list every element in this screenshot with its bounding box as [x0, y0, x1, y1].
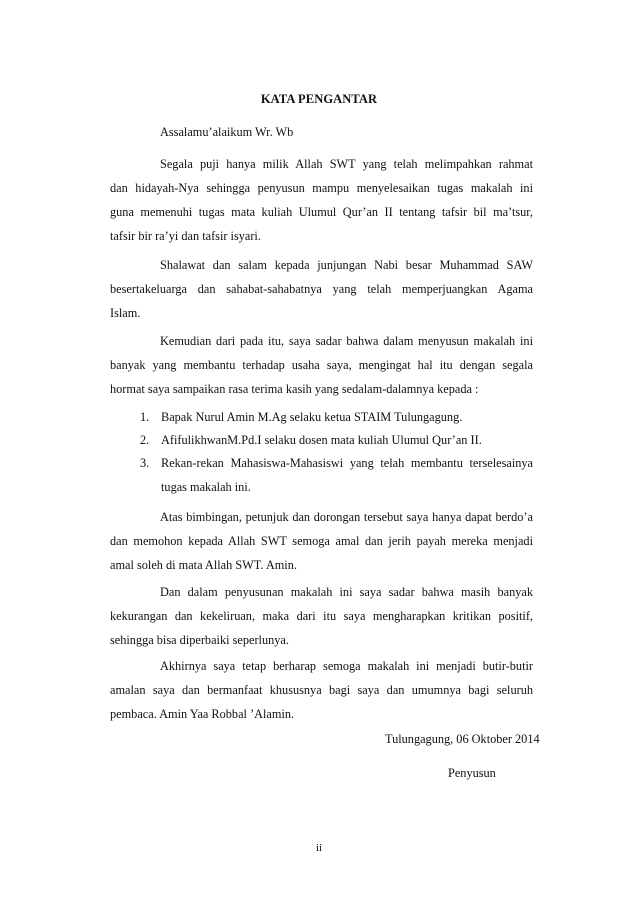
text-line: amalan saya dan bermanfaat khususnya bagi saya dan umumnya bagi seluruh — [110, 683, 533, 697]
greeting — [110, 120, 533, 144]
paragraph-3 — [110, 329, 533, 401]
text-line: hormat saya sampaikan rasa terima kasih yang sedalam-dalamnya kepada : — [110, 382, 479, 396]
page-number: ii — [315, 842, 323, 854]
list-text: Rekan-rekan Mahasiswa-Mahasiswi yang telah membantu terselesainya — [161, 456, 533, 470]
paragraph-5 — [110, 580, 533, 652]
text-line: sehingga bisa diperbaiki seperlunya. — [110, 633, 289, 647]
text-line: kekurangan dan kekeliruan, maka dari itu saya mengharapkan kritikan positif, — [110, 609, 533, 623]
list-item — [140, 453, 533, 498]
list-item — [140, 430, 533, 451]
text-line: Shalawat dan salam kepada junjungan Nabi besar Muhammad SAW — [160, 258, 533, 272]
text-line: tafsir bir ra’yi dan tafsir isyari. — [110, 229, 261, 243]
text-line: amal soleh di mata Allah SWT. Amin. — [110, 558, 297, 572]
paragraph-1 — [110, 152, 533, 248]
list-number: 1. — [140, 410, 150, 424]
page-title: KATA PENGANTAR — [260, 92, 378, 106]
text-line: Dan dalam penyusunan makalah ini saya sadar bahwa masih banyak — [160, 585, 533, 599]
signature-label: Penyusun — [448, 766, 496, 780]
paragraph-6 — [110, 654, 533, 726]
text-line: guna memenuhi tugas mata kuliah Ulumul Qur’an II tentang tafsir bil ma’tsur, — [110, 205, 533, 219]
text-line: banyak yang membantu terhadap usaha saya, mengingat hal itu dengan segala — [110, 358, 533, 372]
paragraph-2 — [110, 253, 533, 325]
list-item — [140, 407, 533, 428]
list-number: 3. — [140, 456, 150, 470]
text-line: Islam. — [110, 306, 141, 320]
text-line: dan hidayah-Nya sehingga penyusun mampu menyelesaikan tugas makalah ini — [110, 181, 533, 195]
paragraph-4 — [110, 505, 533, 577]
text-line: Segala puji hanya milik Allah SWT yang telah melimpahkan rahmat — [160, 157, 533, 171]
text-line: besertakeluarga dan sahabat-sahabatnya yang telah memperjuangkan Agama — [110, 282, 533, 296]
list-text: Bapak Nurul Amin M.Ag selaku ketua STAIM Tulungagung. — [161, 410, 463, 424]
text-line: Akhirnya saya tetap berharap semoga makalah ini menjadi butir-butir — [160, 659, 533, 673]
greeting-line: Assalamu’alaikum Wr. Wb — [160, 125, 294, 139]
list-text: AfifulikhwanM.Pd.I selaku dosen mata kuliah Ulumul Qur’an II. — [161, 433, 482, 447]
text-line: dan memohon kepada Allah SWT semoga amal dan jerih payah mereka menjadi — [110, 534, 533, 548]
text-line: pembaca. Amin Yaa Robbal ’Alamin. — [110, 707, 295, 721]
list-text: tugas makalah ini. — [161, 480, 251, 494]
text-line: Kemudian dari pada itu, saya sadar bahwa dalam menyusun makalah ini — [160, 334, 533, 348]
text-line: Atas bimbingan, petunjuk dan dorongan tersebut saya hanya dapat berdo’a — [160, 510, 533, 524]
list-number: 2. — [140, 433, 150, 447]
place-date: Tulungagung, 06 Oktober 2014 — [385, 732, 540, 746]
acknowledgement-list — [140, 407, 533, 498]
